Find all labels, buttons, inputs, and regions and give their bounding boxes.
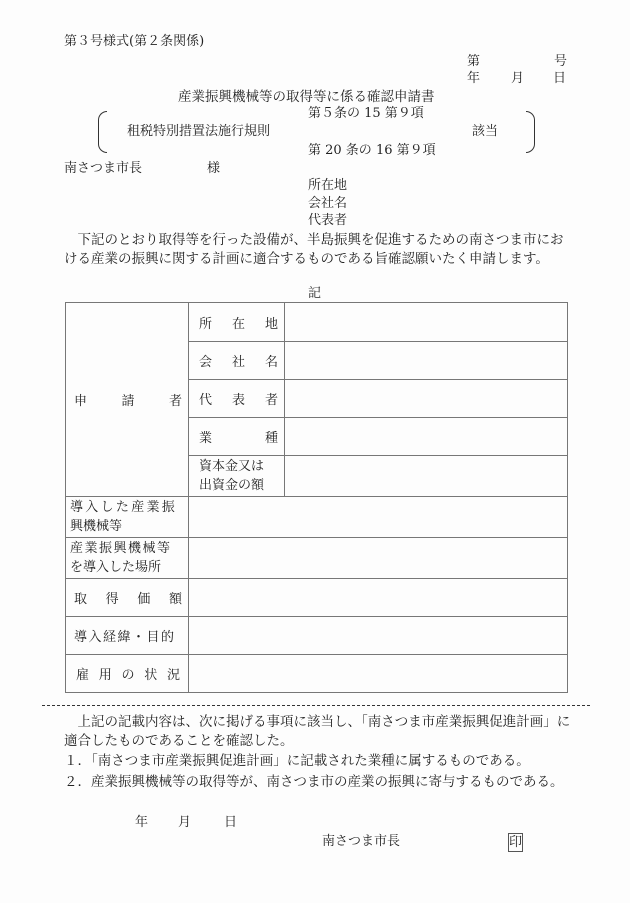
addressee-honorific: 様 [207,161,221,176]
acquisition-price-field[interactable] [189,579,568,617]
date-month: 月 [511,71,525,86]
label-employment: 雇 用 の 状 況 [66,655,189,693]
table-row [66,538,568,579]
confirmation-intro: 上記の記載内容は、次に掲げる事項に該当し、「南さつま市産業振興促進計画」に適合したものであることを確認した。 [64,714,571,749]
label-representative: 代 表 者 [189,380,285,418]
document-title: 産業振興機械等の取得等に係る確認申請書 [178,89,435,105]
confirmation-item-2: ２．産業振興機械等の取得等が、南さつま市の産業の振興に寄与するものである。 [64,774,564,790]
company-name-field[interactable] [285,342,568,380]
doc-number-suffix: 号 [554,54,568,69]
label-company-name: 会 社 名 [189,342,285,380]
applicant-group-label: 申 請 者 [66,303,189,497]
form-number: 第３号様式(第２条関係) [64,34,205,49]
label-equipment: 導入した産業振 興機械等 [66,497,189,538]
cut-line-divider [42,705,590,706]
left-bracket [98,111,107,153]
doc-number-prefix: 第 [467,54,481,69]
date-day: 日 [553,71,567,86]
confirmation-date-month: 月 [178,815,192,830]
table-row [66,655,568,693]
label-purpose: 導入経緯・目的 [66,617,189,655]
ki-label: 記 [308,286,322,301]
seal-icon: 印 [509,835,523,850]
representative-field[interactable] [285,380,568,418]
table-row [66,579,568,617]
installation-place-field[interactable] [189,538,568,579]
label-address: 所 在 地 [189,303,285,342]
law-applicable: 該当 [472,124,499,139]
label-installation-place: 産業振興機械等 を導入した場所 [66,538,189,579]
label-capital: 資本金又は 出資金の額 [189,456,285,497]
label-acquisition-price: 取 得 価 額 [66,579,189,617]
addressee-name: 南さつま市長 [64,161,143,176]
label-industry: 業 種 [189,418,285,456]
address-field[interactable] [285,303,568,342]
confirmation-date-day: 日 [224,815,238,830]
confirmation-item-1: １．「南さつま市産業振興促進計画」に記載された業種に属するものである。 [64,753,530,769]
date-year: 年 [467,71,481,86]
capital-field[interactable] [285,456,568,497]
law-clause-1: 第５条の 15 第９項 [308,106,424,121]
right-bracket [526,111,535,153]
table-row [66,303,568,342]
request-text: 下記のとおり取得等を行った設備が、半島振興を促進するための南さつま市における産業の振興に関する計画に適合するものである旨確認願いたく申請します。 [64,232,564,267]
equipment-field[interactable] [189,497,568,538]
purpose-field[interactable] [189,617,568,655]
signer-name: 南さつま市長 [322,834,401,849]
applicant-representative-label: 代表者 [308,213,348,228]
law-clause-2: 第 20 条の 16 第９項 [308,143,436,158]
employment-field[interactable] [189,655,568,693]
confirmation-date-year: 年 [135,815,149,830]
application-table [65,302,568,693]
table-row [66,617,568,655]
law-name: 租税特別措置法施行規則 [127,124,271,139]
applicant-address-label: 所在地 [308,178,348,193]
applicant-company-label: 会社名 [308,196,348,211]
industry-field[interactable] [285,418,568,456]
table-row [66,497,568,538]
